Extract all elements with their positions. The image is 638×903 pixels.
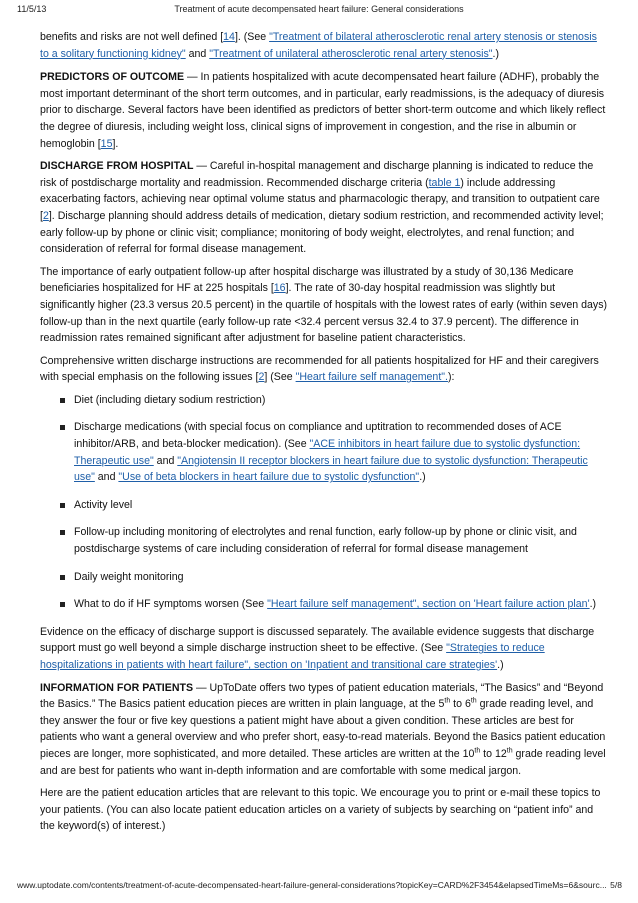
paragraph-evidence: Evidence on the efficacy of discharge support is discussed separately. The available evidence suggests that discharge support must go well beyond a simple discharge instruction sheet to be effective. (See "Strategies to reduce hospitalizations in patients with heart failure", section on 'Inpatient and transitional care strategies'.): [40, 625, 595, 671]
square-bullet-icon: [60, 425, 65, 430]
list-item-activity: Activity level: [74, 497, 608, 514]
reference-link-2[interactable]: 2: [42, 209, 49, 222]
table-1-link[interactable]: table 1: [428, 176, 461, 189]
page-number: 5/8: [610, 880, 622, 890]
square-bullet-icon: [60, 530, 65, 535]
link-reduce-hospitalizations[interactable]: "Strategies to reduce hospitalizations in patients with heart failure", section on 'Inpatient and transitional care strategies': [40, 642, 545, 671]
paragraph-renal-stenosis: benefits and risks are not well defined [14]. (See "Treatment of bilateral atherosclerotic renal artery stenosis or stenosis to a solitary functioning kidney" and "Treatment of unilateral atherosclerotic renal artery stenosis".): [40, 31, 597, 60]
square-bullet-icon: [60, 503, 65, 508]
section-heading-discharge: DISCHARGE FROM HOSPITAL: [40, 160, 194, 173]
section-heading-information: INFORMATION FOR PATIENTS: [40, 681, 194, 694]
link-heart-failure-self-management[interactable]: "Heart failure self management".: [295, 371, 448, 384]
link-bilateral-renal-stenosis[interactable]: "Treatment of bilateral atherosclerotic renal artery stenosis or stenosis to a solitary functioning kidney": [40, 31, 597, 60]
list-item-monitoring: Follow-up including monitoring of electrolytes and renal function, early follow-up by phone or clinic visit, and postdischarge systems of care including consideration of referral for formal disease management: [74, 524, 608, 557]
list-item-diet: Diet (including dietary sodium restriction): [74, 392, 608, 409]
section-heading-predictors: PREDICTORS OF OUTCOME: [40, 71, 185, 84]
print-date: 11/5/13: [17, 4, 47, 14]
list-item-medications: Discharge medications (with special focus on compliance and uptitration to recommended doses of ACE inhibitor/ARB, and beta-blocker medication). (See "ACE inhibitors in heart failure due to systolic dysfunction: Therapeutic use" and "Angiotensin II receptor blockers in heart failure due to systolic dysfunction: Therapeutic use" and "Use of beta blockers in heart failure due to systolic dysfunction".): [74, 419, 608, 485]
square-bullet-icon: [60, 575, 65, 580]
reference-link-2b[interactable]: 2: [258, 371, 265, 384]
paragraph-information-for-patients: INFORMATION FOR PATIENTS — UpToDate offers two types of patient education materials, “The Basics” and “Beyond the Basics.” The Basics patient education pieces are written in plain language, at the 5th to 6th grade reading level, and they answer the four or five key questions a patient might have about a given condition. These articles are best for patients who want a general overview and who prefer short, easy-to-read materials. Beyond the Basics patient education pieces are longer, more sophisticated, and more detailed. These articles are written at the 10th to 12th grade reading level and are best for patients who want in-depth information and are comfortable with some medical jargon.: [40, 681, 606, 777]
discharge-issues-list: [40, 392, 608, 613]
square-bullet-icon: [60, 398, 65, 403]
article-content: [40, 29, 608, 841]
reference-link-15[interactable]: 15: [100, 137, 113, 150]
square-bullet-icon: [60, 602, 65, 607]
link-angiotensin-blockers[interactable]: "Angiotensin II receptor blockers in heart failure due to systolic dysfunction: Therapeutic use": [74, 454, 588, 484]
reference-link-16[interactable]: 16: [273, 282, 286, 295]
paragraph-early-followup: The importance of early outpatient follow-up after hospital discharge was illustrated by a study of 30,136 Medicare beneficiaries hospitalized for HF at 225 hospitals [16]. The rate of 30-day hospital readmission was slightly but significantly higher (23.3 versus 20.5 percent) in the quartile of hospitals with the lowest rates of early (within seven days) follow-up than in the next quartile (early follow-up rate <32.4 percent versus 32.4 to 37.9 percent). The difference in readmission rates remained significant after adjustment for baseline patient characteristics.: [40, 265, 608, 345]
page-header: [0, 4, 638, 18]
page-url: www.uptodate.com/contents/treatment-of-acute-decompensated-heart-failure-general-considerations?topicKey=CARD%2F3454&elapsedTimeMs=6&sourc...: [17, 880, 607, 890]
link-ace-inhibitors[interactable]: "ACE inhibitors in heart failure due to systolic dysfunction: Therapeutic use": [74, 438, 581, 467]
document-title: Treatment of acute decompensated heart failure: General considerations: [174, 4, 464, 14]
paragraph-discharge-instructions: Comprehensive written discharge instructions are recommended for all patients hospitalized for HF and their caregivers with special emphasis on the following issues [2] (See "Heart failure self management".):: [40, 354, 599, 384]
list-item-weight: Daily weight monitoring: [74, 569, 608, 586]
list-item-symptoms-worsen: What to do if HF symptoms worsen (See "Heart failure self management", section on 'Heart failure action plan'.): [74, 596, 608, 613]
link-action-plan[interactable]: "Heart failure self management", section on 'Heart failure action plan': [267, 598, 590, 611]
page-footer: [0, 880, 638, 894]
link-unilateral-renal-stenosis[interactable]: "Treatment of unilateral atherosclerotic renal artery stenosis": [209, 47, 493, 60]
paragraph-patient-articles: Here are the patient education articles that are relevant to this topic. We encourage you to print or e-mail these topics to your patients. (You can also locate patient education articles on a variety of subjects by searching on “patient info” and the keyword(s) of interest.): [40, 787, 601, 833]
paragraph-predictors: PREDICTORS OF OUTCOME — In patients hospitalized with acute decompensated heart failure (ADHF), probably the most important determinant of the short term outcomes, and in particular, early readmissions, is the adequacy of diuresis prior to discharge. Several factors have been identified as predictors of better short-term outcome and which likely reflect the degree of diuresis, including weight loss, clinical signs of improvement in congestion, and the rise in albumin or hemoglobin [15].: [40, 71, 606, 150]
link-beta-blockers[interactable]: "Use of beta blockers in heart failure due to systolic dysfunction": [118, 471, 420, 484]
reference-link-14[interactable]: 14: [223, 31, 235, 43]
paragraph-discharge: DISCHARGE FROM HOSPITAL — Careful in-hospital management and discharge planning is indicated to reduce the risk of postdischarge mortality and readmission. Recommended discharge criteria (table 1) include addressing exacerbating factors, achieving near optimal volume status and pharmacologic therapy, and transition to outpatient care [2]. Discharge planning should address details of medication, dietary sodium restriction, and recommended activity level; early follow-up by phone or clinic visit; compliance; monitoring of body weight, electrolytes, and renal function; and consideration of referral for formal disease management.: [40, 160, 604, 256]
